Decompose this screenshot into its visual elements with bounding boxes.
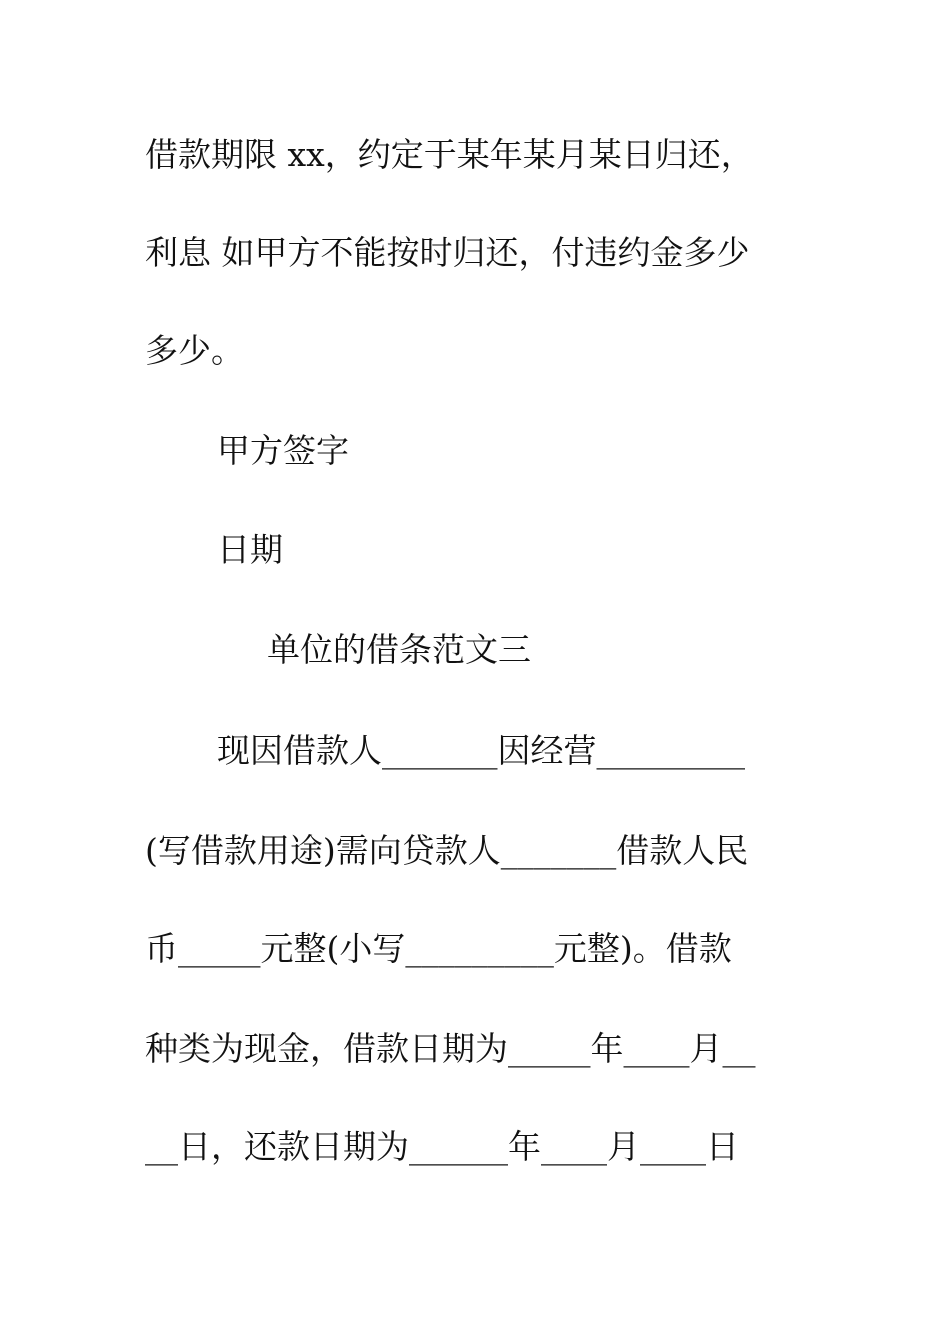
text-line-party-a-signature: 甲方签字 (217, 431, 349, 470)
text-line-loan-purpose: (写借款用途)需向贷款人_______借款人民 (145, 831, 749, 870)
text-line-repayment-date: __日，还款日期为______年____月____日 (145, 1127, 739, 1166)
text-line-loan-date: 种类为现金，借款日期为_____年____月__ (145, 1029, 756, 1068)
text-line-interest-penalty: 利息 如甲方不能按时归还，付违约金多少 (145, 233, 750, 272)
text-line-loan-amount: 币_____元整(小写_________元整)。借款 (145, 929, 732, 968)
section-heading: 单位的借条范文三 (267, 630, 531, 669)
text-line-borrower: 现因借款人_______因经营_________ (217, 731, 745, 770)
text-line-penalty-end: 多少。 (145, 331, 244, 370)
text-line-loan-term: 借款期限 xx，约定于某年某月某日归还， (145, 135, 754, 174)
text-line-date: 日期 (217, 530, 283, 569)
